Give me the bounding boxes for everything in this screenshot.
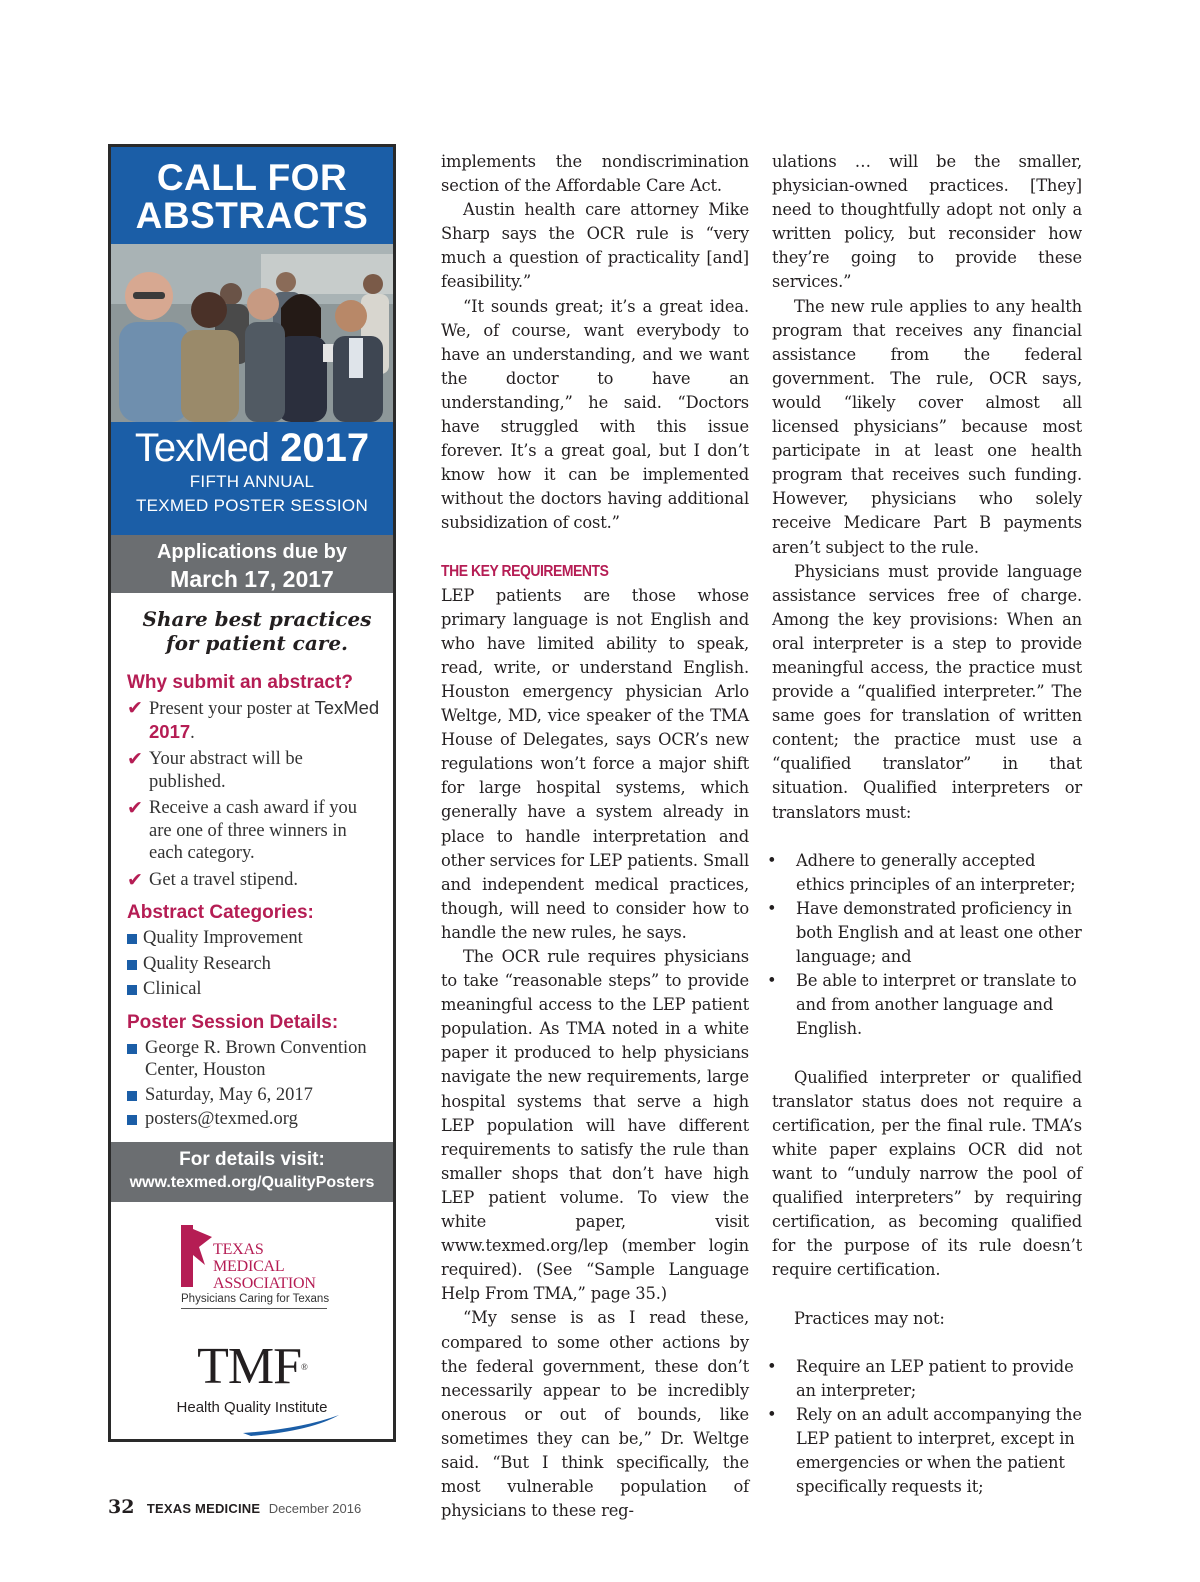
checkmark-icon: ✔ xyxy=(127,697,143,719)
conference-photo-illustration xyxy=(111,244,393,422)
subtitle-line2: TEXMED POSTER SESSION xyxy=(135,496,369,515)
spacer xyxy=(772,1041,1082,1065)
category-item xyxy=(127,927,381,950)
detail-text: Saturday, May 6, 2017 xyxy=(145,1084,313,1105)
issue-date: December 2016 xyxy=(268,1501,362,1516)
article-paragraph: Austin health care attorney Mike Sharp says the OCR rule is “very much a question of practicality [and] feasibility.” xyxy=(441,200,749,292)
article-column-2 xyxy=(767,150,1082,1499)
subtitle-line1: FIFTH ANNUAL xyxy=(189,472,315,491)
prohibition-bullet xyxy=(767,1355,1082,1403)
checkmark-icon: ✔ xyxy=(127,868,143,891)
detail-text: George R. Brown Convention Center, Houston xyxy=(145,1037,367,1080)
square-bullet-icon xyxy=(127,1091,137,1101)
ad-headline xyxy=(111,147,393,244)
categories-list xyxy=(127,927,381,1001)
visit-url-link[interactable]: www.texmed.org/QualityPosters xyxy=(129,1174,375,1191)
deadline-label: Applications due by xyxy=(156,541,348,563)
bullet-dot-icon: • xyxy=(767,1356,777,1376)
article-paragraph: Qualified interpreter or qualified translator status does not require a certification, per the final rule. TMA’s white paper explains OCR did not want to “unduly narrow the pool of qualified interpreters” by requiring certification, as becoming qualified for the purpose of its rule doesn’t require certification. xyxy=(772,1067,1082,1280)
bullet-text: Rely on an adult accompanying the LEP patient to interpret, except in emergencies or when the patient specifically requests it; xyxy=(796,1404,1082,1497)
square-bullet-icon xyxy=(127,960,137,970)
article-paragraph: ulations … will be the smaller, physician-owned practices. [They] need to thoughtfully adopt not only a written policy, but reconsider how they’re going to provide these services.” xyxy=(772,152,1082,292)
texmed-2017-logo xyxy=(111,426,393,470)
bullet-text: Adhere to generally accepted ethics principles of an interpreter; xyxy=(796,850,1076,894)
why-item xyxy=(127,697,381,744)
section-subhead: THE KEY REQUIREMENTS xyxy=(441,562,609,580)
why-submit-list xyxy=(127,697,381,891)
category-text: Quality Research xyxy=(143,953,271,974)
requirement-bullet xyxy=(767,969,1082,1041)
bullet-text: Require an LEP patient to provide an interpreter; xyxy=(796,1356,1074,1400)
detail-item[interactable] xyxy=(127,1108,381,1131)
texmed-inline-year: 2017 xyxy=(149,720,191,742)
contact-email-link[interactable]: posters@texmed.org xyxy=(145,1109,298,1129)
requirement-bullet xyxy=(767,897,1082,969)
square-bullet-icon xyxy=(127,934,137,944)
visit-label: For details visit: xyxy=(179,1149,325,1170)
registered-mark-icon: ® xyxy=(301,1362,307,1372)
tagline-line1: Share best practices xyxy=(142,607,372,631)
tma-tagline: Physicians Caring for Texans xyxy=(181,1293,327,1309)
page-footer xyxy=(108,1496,361,1518)
article-paragraph: The new rule applies to any health program that receives any financial assistance from the federal government. The rule, OCR says, would “likely cover almost all licensed physicians” because most participate in at least one health program that receives such funding. However, physicians who solely receive Medicare Part B payments aren’t subject to the rule. xyxy=(772,296,1082,557)
texmed-banner xyxy=(111,422,393,535)
spacer xyxy=(772,825,1082,849)
tmf-wordmark: TMF xyxy=(197,1338,302,1395)
details-list xyxy=(127,1037,381,1131)
ad-tagline xyxy=(127,607,381,655)
category-text: Clinical xyxy=(143,979,202,999)
square-bullet-icon xyxy=(127,1044,137,1054)
call-for-abstracts-ad xyxy=(108,144,396,1442)
spacer xyxy=(772,1331,1082,1355)
conference-photo xyxy=(111,244,393,422)
article-paragraph: LEP patients are those whose primary language is not English and who have limited ability to speak, read, write, or understand English. Houston emergency physician Arlo Weltge, MD, vice speaker of the TMA House of Delegates, says OCR’s new regulations won’t force a major shift for large hospital systems, which generally have a system already in place to handle interpretation and other services for LEP patients. Small and independent medical practices, though, will need to consider how to handle the new rules, he says. xyxy=(441,585,749,942)
article-paragraph: implements the nondiscrimination section of the Affordable Care Act. xyxy=(441,152,749,196)
why-item xyxy=(127,748,381,793)
category-text: Quality Improvement xyxy=(143,928,303,948)
bullet-text: Be able to interpret or translate to and from another language and English. xyxy=(796,971,1077,1039)
visit-banner xyxy=(111,1142,393,1202)
tmf-swoosh-icon xyxy=(241,1411,341,1437)
bullet-dot-icon: • xyxy=(767,971,777,991)
article-paragraph: The OCR rule requires physicians to take “reasonable steps” to provide meaningful access to the LEP patient population. As TMA noted in a white paper it produced to help physicians navigate the new requirements, large hospital systems that serve a high LEP population will have different requirements to satisfy the rule than smaller shops that don’t have high LEP patient volume. To view the white paper, visit www.texmed.org/lep (member login required). (See “Sample Language Help From TMA,” page 35.) xyxy=(441,947,749,1304)
ad-body xyxy=(111,593,393,1131)
tmf-logo xyxy=(111,1338,393,1395)
square-bullet-icon xyxy=(127,985,137,995)
category-item xyxy=(127,953,381,976)
ad-headline-line2: ABSTRACTS xyxy=(135,195,369,236)
why-item-text: Your abstract will be published. xyxy=(149,749,303,792)
why-item-text: Present your poster at xyxy=(149,699,315,719)
tma-wordmark xyxy=(213,1241,331,1292)
why-item-text: Get a travel stipend. xyxy=(149,869,298,890)
detail-item xyxy=(127,1037,381,1082)
texmed-year: 2017 xyxy=(280,426,370,470)
tma-line2: ASSOCIATION xyxy=(213,1275,316,1292)
why-item xyxy=(127,869,381,892)
bullet-dot-icon: • xyxy=(767,1404,777,1424)
deadline-banner xyxy=(111,535,393,593)
tma-star-icon xyxy=(181,1225,213,1287)
ad-headline-line1: CALL FOR xyxy=(156,157,348,198)
tmf-subtitle: Health Quality Institute xyxy=(176,1399,328,1416)
spacer xyxy=(772,1282,1082,1306)
article-column-1 xyxy=(441,150,749,1523)
article-paragraph: Physicians must provide language assistance services free of charge. Among the key provisions: When an oral interpreter is a step to provide meaningful access, the practice must provide a “qualified interpreter.” The same goes for translation of written content; the practice must use a “qualified translator” in that situation. Qualified interpreters or translators must: xyxy=(772,561,1082,822)
tma-line1: TEXAS MEDICAL xyxy=(213,1241,285,1275)
requirement-bullet xyxy=(767,849,1082,897)
bullet-dot-icon: • xyxy=(767,898,777,918)
why-item-period: . xyxy=(190,722,195,743)
texmed-brand: TexMed xyxy=(134,426,269,470)
page-number: 32 xyxy=(108,1496,135,1518)
why-item xyxy=(127,797,381,865)
category-item xyxy=(127,978,381,1001)
square-bullet-icon xyxy=(127,1115,137,1125)
article-paragraph: “It sounds great; it’s a great idea. We, of course, want everybody to have an understanding, and we want the doctor to have an understanding,” he said. “Doctors have struggled with this issue forever. It’s a great goal, but I don’t know how it can be implemented without the doctors having additional subsidization of cost.” xyxy=(441,296,749,533)
article-paragraph: “My sense is as I read these, compared to some other actions by the federal government, these don’t necessarily appear to be incredibly onerous or out of bounds, like sometimes they can be,” Dr. Weltge said. “But I think specifically, the most vulnerable population of physicians to these reg- xyxy=(441,1308,749,1521)
detail-item xyxy=(127,1084,381,1107)
bullet-dot-icon: • xyxy=(767,850,777,870)
texmed-inline-brand: TexMed xyxy=(314,697,380,718)
why-submit-heading: Why submit an abstract? xyxy=(127,672,353,693)
deadline-date: March 17, 2017 xyxy=(170,566,334,592)
bullet-text: Have demonstrated proficiency in both English and at least one other language; and xyxy=(796,898,1082,967)
checkmark-icon: ✔ xyxy=(127,797,143,819)
why-item-text: Receive a cash award if you are one of three winners in each category. xyxy=(149,798,358,863)
details-heading: Poster Session Details: xyxy=(127,1011,339,1033)
checkmark-icon: ✔ xyxy=(127,748,143,770)
prohibition-bullet xyxy=(767,1403,1082,1499)
tagline-line2: for patient care. xyxy=(165,631,349,655)
article-paragraph: Practices may not: xyxy=(794,1308,945,1328)
magazine-name: TEXAS MEDICINE xyxy=(146,1501,261,1516)
categories-heading: Abstract Categories: xyxy=(127,902,314,923)
